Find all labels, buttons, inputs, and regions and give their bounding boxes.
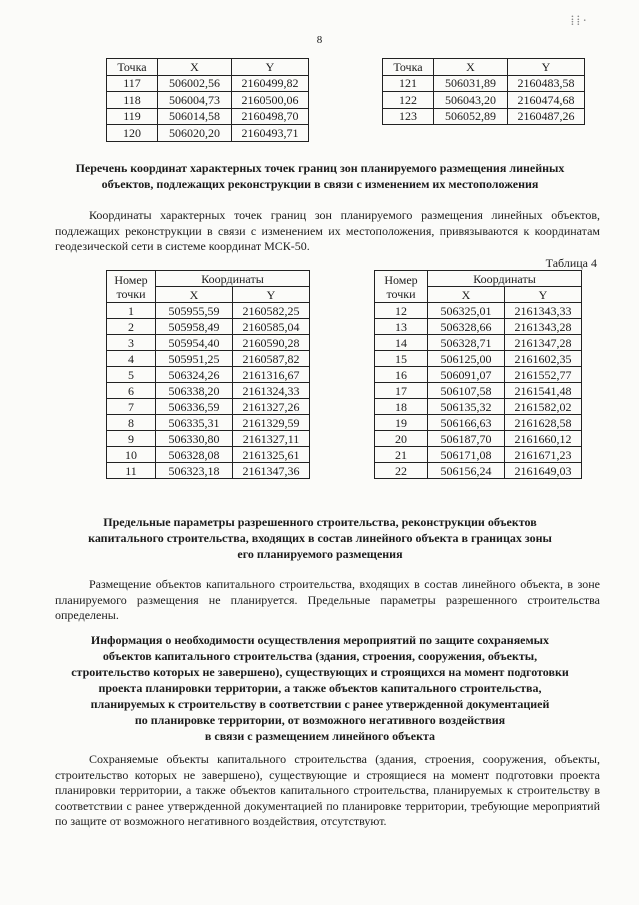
table-header-row xyxy=(107,271,310,287)
cell-y: 2160499,82 xyxy=(232,75,309,92)
cell-point: 12 xyxy=(375,303,428,319)
cell-point: 15 xyxy=(375,351,428,367)
cell-point: 6 xyxy=(107,383,156,399)
table4-caption: Таблица 4 xyxy=(545,256,597,270)
cell-y: 2160487,26 xyxy=(508,108,585,125)
cell-point: 18 xyxy=(375,399,428,415)
cell-y: 2161324,33 xyxy=(233,383,310,399)
table-row xyxy=(107,431,310,447)
coordinates-table-top-left xyxy=(106,58,309,142)
table-row xyxy=(107,399,310,415)
cell-point: 4 xyxy=(107,351,156,367)
cell-point: 10 xyxy=(107,447,156,463)
cell-y: 2161660,12 xyxy=(505,431,582,447)
header-x: X xyxy=(158,59,232,76)
section3-heading: Информация о необходимости осуществления мероприятий по защите сохраняемых объектов капитального строительства (здания, строения, сооружения, объекты, строительство которых не завершено), существующих и строящихся на момент подготовки проекта планировки территории, а также объектов капитального строительства, планируемых к строительству в соответствии с ранее утвержденной документацией по планировке территории, от возможного негативного воздействия в связи с размещением линейного объекта xyxy=(71,633,569,743)
cell-y: 2161316,67 xyxy=(233,367,310,383)
cell-point: 8 xyxy=(107,415,156,431)
cell-y: 2160498,70 xyxy=(232,108,309,125)
table-row xyxy=(375,303,582,319)
table-header-row xyxy=(107,59,309,76)
cell-point: 3 xyxy=(107,335,156,351)
cell-x: 506335,31 xyxy=(156,415,233,431)
table-row xyxy=(107,463,310,479)
header-x: X xyxy=(428,287,505,303)
header-y: Y xyxy=(233,287,310,303)
cell-x: 506091,07 xyxy=(428,367,505,383)
table-row xyxy=(383,108,585,125)
table-row xyxy=(383,75,585,92)
cell-y: 2161325,61 xyxy=(233,447,310,463)
cell-y: 2161329,59 xyxy=(233,415,310,431)
cell-x: 506328,08 xyxy=(156,447,233,463)
section3-paragraph: Сохраняемые объекты капитального строительства (здания, строения, сооружения, объекты, строительство которых не завершено), существующие и строящиеся на момент подготовки проекта планировки территории, а также объектов капитального строительства, планируемых к строительству в соответствии с ранее утвержденной документацией по планировке территории, требующие мероприятий по защите от возможного негативного воздействия, отсутствуют. xyxy=(55,752,600,828)
cell-y: 2161541,48 xyxy=(505,383,582,399)
cell-y: 2160493,71 xyxy=(232,125,309,142)
cell-point: 123 xyxy=(383,108,434,125)
cell-y: 2160582,25 xyxy=(233,303,310,319)
cell-x: 506107,58 xyxy=(428,383,505,399)
cell-y: 2161327,11 xyxy=(233,431,310,447)
table-row xyxy=(107,351,310,367)
cell-x: 505958,49 xyxy=(156,319,233,335)
table-row xyxy=(107,75,309,92)
cell-point: 117 xyxy=(107,75,158,92)
cell-point: 11 xyxy=(107,463,156,479)
cell-x: 506002,56 xyxy=(158,75,232,92)
cell-y: 2160587,82 xyxy=(233,351,310,367)
cell-point: 1 xyxy=(107,303,156,319)
cell-x: 506324,26 xyxy=(156,367,233,383)
cell-x: 505955,59 xyxy=(156,303,233,319)
table-row xyxy=(107,383,310,399)
table-row xyxy=(107,415,310,431)
table-header-row xyxy=(375,271,582,287)
cell-x: 506043,20 xyxy=(434,92,508,109)
cell-y: 2160483,58 xyxy=(508,75,585,92)
cell-x: 506336,59 xyxy=(156,399,233,415)
table-row xyxy=(107,447,310,463)
section2-heading: Предельные параметры разрешенного строительства, реконструкции объектов капитального строительства, входящих в состав линейного объекта в границах зоны его планируемого размещения xyxy=(88,515,552,561)
table-row xyxy=(107,125,309,142)
table-row xyxy=(107,92,309,109)
cell-x: 506323,18 xyxy=(156,463,233,479)
cell-x: 506004,73 xyxy=(158,92,232,109)
cell-x: 506328,71 xyxy=(428,335,505,351)
table-row xyxy=(107,303,310,319)
table-row xyxy=(375,335,582,351)
cell-x: 505954,40 xyxy=(156,335,233,351)
cell-point: 9 xyxy=(107,431,156,447)
cell-y: 2160500,06 xyxy=(232,92,309,109)
cell-x: 505951,25 xyxy=(156,351,233,367)
stamp-mark: ⁞⁞· xyxy=(570,14,589,29)
header-y: Y xyxy=(232,59,309,76)
cell-point: 120 xyxy=(107,125,158,142)
header-point: Точка xyxy=(107,59,158,76)
cell-y: 2161602,35 xyxy=(505,351,582,367)
cell-y: 2160585,04 xyxy=(233,319,310,335)
cell-point: 22 xyxy=(375,463,428,479)
cell-point: 17 xyxy=(375,383,428,399)
cell-point: 14 xyxy=(375,335,428,351)
cell-point: 16 xyxy=(375,367,428,383)
cell-x: 506135,32 xyxy=(428,399,505,415)
cell-y: 2161671,23 xyxy=(505,447,582,463)
cell-y: 2161552,77 xyxy=(505,367,582,383)
section2-paragraph: Размещение объектов капитального строительства, входящих в состав линейного объекта, в зоне планируемого размещения не планируется. Предельные параметры разрешенного строительства определены. xyxy=(55,577,600,622)
cell-point: 121 xyxy=(383,75,434,92)
table-row xyxy=(375,351,582,367)
header-x: X xyxy=(156,287,233,303)
cell-x: 506125,00 xyxy=(428,351,505,367)
table-row xyxy=(375,431,582,447)
table-row xyxy=(107,367,310,383)
table-row xyxy=(375,367,582,383)
page-number: 8 xyxy=(316,34,323,46)
cell-point: 119 xyxy=(107,108,158,125)
section1-paragraph: Координаты характерных точек границ зон планируемого размещения линейных объектов, подлежащих реконструкции в связи с изменением их местоположения, привязываются к координатам геодезической сети в системе координат МСК-50. xyxy=(55,208,600,253)
cell-x: 506328,66 xyxy=(428,319,505,335)
cell-x: 506020,20 xyxy=(158,125,232,142)
cell-point: 20 xyxy=(375,431,428,447)
table-header-row xyxy=(383,59,585,76)
table-row xyxy=(375,415,582,431)
coordinates-table-top-right xyxy=(382,58,585,125)
cell-point: 7 xyxy=(107,399,156,415)
cell-x: 506171,08 xyxy=(428,447,505,463)
cell-y: 2161347,36 xyxy=(233,463,310,479)
table-row xyxy=(375,319,582,335)
header-y: Y xyxy=(505,287,582,303)
table-row xyxy=(375,463,582,479)
header-y: Y xyxy=(508,59,585,76)
section1-heading: Перечень координат характерных точек границ зон планируемого размещения линейных объектов, подлежащих реконструкции в связи с изменением их местоположения xyxy=(75,161,565,191)
table-row xyxy=(375,399,582,415)
cell-point: 122 xyxy=(383,92,434,109)
table-row xyxy=(107,319,310,335)
table-row xyxy=(375,383,582,399)
header-point: Точка xyxy=(383,59,434,76)
table-row xyxy=(107,108,309,125)
cell-point: 21 xyxy=(375,447,428,463)
table4-left xyxy=(106,270,310,479)
cell-x: 506187,70 xyxy=(428,431,505,447)
table4-right xyxy=(374,270,582,479)
cell-y: 2160590,28 xyxy=(233,335,310,351)
cell-x: 506031,89 xyxy=(434,75,508,92)
cell-point: 13 xyxy=(375,319,428,335)
cell-point: 118 xyxy=(107,92,158,109)
cell-y: 2161347,28 xyxy=(505,335,582,351)
cell-y: 2161343,33 xyxy=(505,303,582,319)
cell-y: 2161628,58 xyxy=(505,415,582,431)
table-row xyxy=(383,92,585,109)
cell-x: 506052,89 xyxy=(434,108,508,125)
cell-x: 506325,01 xyxy=(428,303,505,319)
cell-point: 5 xyxy=(107,367,156,383)
cell-x: 506156,24 xyxy=(428,463,505,479)
header-coordinates: Координаты xyxy=(428,271,582,287)
cell-y: 2160474,68 xyxy=(508,92,585,109)
header-coordinates: Координаты xyxy=(156,271,310,287)
cell-y: 2161343,28 xyxy=(505,319,582,335)
cell-x: 506014,58 xyxy=(158,108,232,125)
table-row xyxy=(375,447,582,463)
table-row xyxy=(107,335,310,351)
header-point-number: Номер точки xyxy=(375,271,428,303)
cell-x: 506166,63 xyxy=(428,415,505,431)
cell-point: 19 xyxy=(375,415,428,431)
cell-point: 2 xyxy=(107,319,156,335)
header-x: X xyxy=(434,59,508,76)
cell-x: 506330,80 xyxy=(156,431,233,447)
cell-y: 2161327,26 xyxy=(233,399,310,415)
cell-x: 506338,20 xyxy=(156,383,233,399)
header-point-number: Номер точки xyxy=(107,271,156,303)
cell-y: 2161649,03 xyxy=(505,463,582,479)
cell-y: 2161582,02 xyxy=(505,399,582,415)
